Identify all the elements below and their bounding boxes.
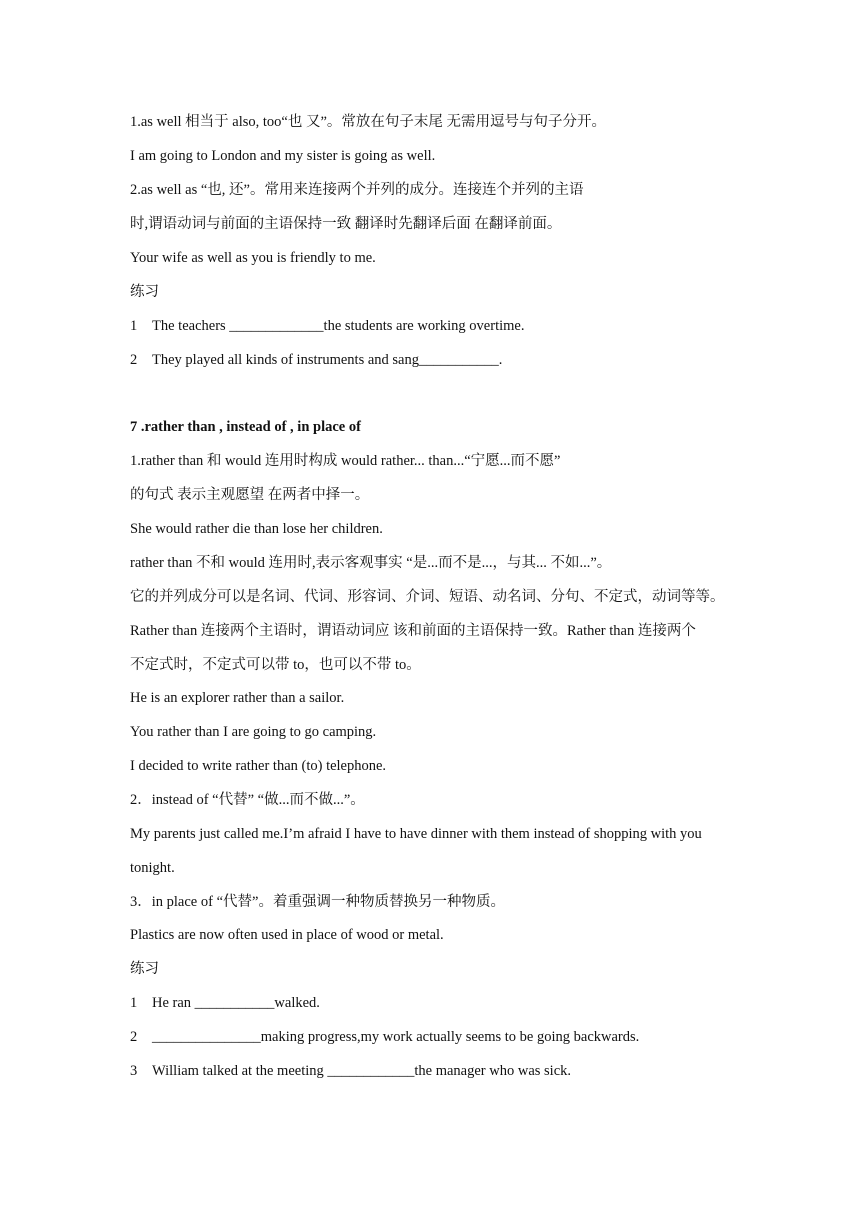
practice-label-1: 练习 [130,284,159,300]
rather-than-example-1: She would rather die than lose her children. [130,521,383,537]
rather-than-rule-line-1: 1.rather than 和 would 连用时构成 would rather... than...“宁愿...而不愿” [130,453,561,469]
rather-than-example-4: I decided to write rather than (to) telephone. [130,758,387,774]
as-well-as-rule-line-2: 时,谓语动词与前面的主语保持一致 翻译时先翻译后面 在翻译前面。 [130,216,562,232]
instead-of-example-line-1: My parents just called me.I’m afraid I have to have dinner with them instead of shopping with you [130,826,702,842]
exercise-item [130,316,524,336]
exercise-number: 1 [130,995,138,1011]
exercise-item [130,993,320,1013]
rather-than-rule-line-5: Rather than 连接两个主语时，谓语动词应 该和前面的主语保持一致。Rather than 连接两个 [130,623,696,639]
exercise-number: 2 [130,352,138,368]
rather-than-example-3: You rather than I are going to go camping. [130,724,377,740]
instead-of-rule: 2．instead of “代替” “做...而不做...”。 [130,792,365,808]
exercise-text: William talked at the meeting ____________the manager who was sick. [152,1063,572,1079]
exercise-text: He ran ___________walked. [152,995,320,1011]
practice-label-2: 练习 [130,961,159,977]
as-well-as-example: Your wife as well as you is friendly to me. [130,250,376,266]
exercise-text: They played all kinds of instruments and sang___________. [152,352,503,368]
exercise-item [130,1027,639,1047]
exercise-text: The teachers _____________the students are working overtime. [152,318,525,334]
rather-than-rule-line-4: 它的并列成分可以是名词、代词、形容词、介词、短语、动名词、分句、不定式，动词等等。 [130,589,725,605]
exercise-number: 3 [130,1063,138,1079]
rather-than-rule-line-3: rather than 不和 would 连用时,表示客观事实 “是...而不是...，与其... 不如...”。 [130,555,612,571]
as-well-rule-1: 1.as well 相当于 also, too“也 又”。常放在句子末尾 无需用逗号与句子分开。 [130,114,607,130]
in-place-of-rule: 3．in place of “代替”。着重强调一种物质替换另一种物质。 [130,894,505,910]
in-place-of-example: Plastics are now often used in place of wood or metal. [130,927,444,943]
exercise-number: 2 [130,1029,138,1045]
rather-than-example-2: He is an explorer rather than a sailor. [130,690,345,706]
section-heading: 7 .rather than , instead of , in place of [130,419,361,435]
as-well-as-rule-line-1: 2.as well as “也, 还”。常用来连接两个并列的成分。连接连个并列的主语 [130,182,584,198]
rather-than-rule-line-2: 的句式 表示主观愿望 在两者中择一。 [130,487,370,503]
exercise-item [130,350,502,370]
instead-of-example-line-2: tonight. [130,860,175,876]
exercise-number: 1 [130,318,138,334]
exercise-item [130,1061,571,1081]
exercise-text: _______________making progress,my work actually seems to be going backwards. [152,1029,640,1045]
as-well-example-1: I am going to London and my sister is going as well. [130,148,436,164]
rather-than-rule-line-6: 不定式时，不定式可以带 to，也可以不带 to。 [130,657,421,673]
